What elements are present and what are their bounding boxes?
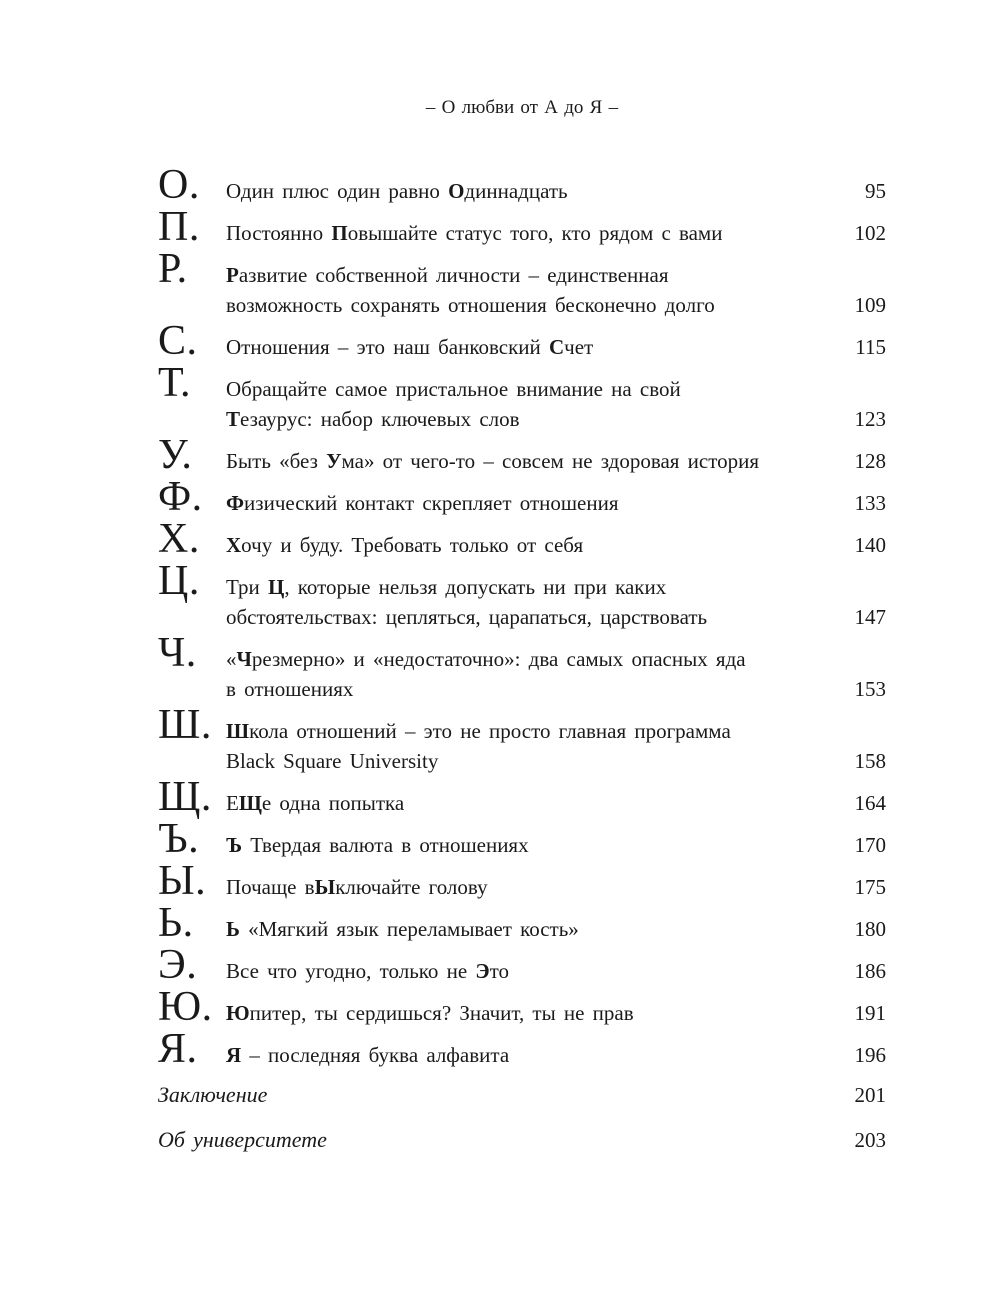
chapter-title: [226, 260, 834, 320]
chapter-letter: Щ.: [158, 774, 212, 820]
title-text: обстоятельствах: цепляться, царапаться, царствовать: [226, 605, 708, 629]
chapter-letter: Ш.: [158, 702, 212, 748]
chapter-title-line: [226, 914, 828, 944]
chapter-letter: Ы.: [158, 858, 207, 904]
toc-entry: [158, 246, 886, 320]
chapter-title-line: [226, 572, 828, 602]
title-text: то: [489, 959, 510, 983]
title-text: Обращайте самое пристальное внимание на свой: [226, 377, 681, 401]
page-number: 201: [854, 1083, 886, 1107]
title-text: Е: [226, 791, 239, 815]
chapter-title: [226, 332, 834, 362]
chapter-letter-emphasis: П: [331, 221, 348, 245]
chapter-title-line: [226, 218, 828, 248]
chapter-title-line: [226, 746, 828, 776]
chapter-letter: Я.: [158, 1026, 198, 1072]
chapter-letter: Ц.: [158, 558, 200, 604]
chapter-title-line: [226, 644, 828, 674]
chapter-letter-emphasis: Э: [475, 959, 490, 983]
chapter-title-line: [226, 332, 828, 362]
page-number: 123: [854, 407, 886, 431]
page-number: 186: [854, 959, 886, 983]
chapter-title: [226, 914, 834, 944]
chapter-title-line: [226, 290, 828, 320]
chapter-letter: С.: [158, 318, 198, 364]
toc-entry: [158, 816, 886, 862]
title-text: кола отношений – это не просто главная программа: [249, 719, 731, 743]
title-text: резмерно» и «недостаточно»: два самых опасных яда: [251, 647, 746, 671]
closing-entry-label: Об университете: [158, 1127, 327, 1152]
page-number: 196: [854, 1043, 886, 1067]
chapter-letter: Ь.: [158, 900, 194, 946]
toc-entry: [158, 558, 886, 632]
chapter-title: [226, 998, 834, 1028]
chapter-title: [226, 530, 834, 560]
chapter-title-line: [226, 176, 828, 206]
chapter-letter-emphasis: Щ: [238, 791, 262, 815]
chapter-letter: Ю.: [158, 984, 213, 1030]
title-text: Три: [226, 575, 268, 599]
title-text: Постоянно: [226, 221, 332, 245]
chapter-letter: Ч.: [158, 630, 197, 676]
page-number: 109: [854, 293, 886, 317]
chapter-title: [226, 176, 834, 206]
chapter-title-line: [226, 446, 828, 476]
chapter-letter-emphasis: Х: [226, 533, 242, 557]
title-text: в отношениях: [226, 677, 354, 701]
chapter-letter-emphasis: Т: [226, 407, 241, 431]
chapter-title-line: [226, 716, 828, 746]
page-number: 147: [854, 605, 886, 629]
title-text: Отношения – это наш банковский: [226, 335, 549, 359]
page-number: 191: [854, 1001, 886, 1025]
title-text: Black Square University: [226, 749, 439, 773]
chapter-letter-emphasis: О: [448, 179, 465, 203]
chapter-letter: Х.: [158, 516, 200, 562]
chapter-letter: Р.: [158, 246, 188, 292]
title-text: питер, ты сердишься? Значит, ты не прав: [249, 1001, 634, 1025]
title-text: возможность сохранять отношения бесконечно долго: [226, 293, 715, 317]
chapter-letter-emphasis: Р: [226, 263, 239, 287]
chapter-title-line: [226, 260, 828, 290]
chapter-letter: Ф.: [158, 474, 203, 520]
chapter-title-line: [226, 830, 828, 860]
chapter-title: [226, 1040, 834, 1070]
chapter-letter-emphasis: Ы: [314, 875, 336, 899]
title-text: , которые нельзя допускать ни при каких: [284, 575, 667, 599]
toc-entry: [158, 204, 886, 250]
chapter-title: [226, 830, 834, 860]
chapter-letter-emphasis: Ц: [267, 575, 285, 599]
page-number: 128: [854, 449, 886, 473]
toc-entry: [158, 984, 886, 1030]
page-number: 153: [854, 677, 886, 701]
toc-entry: [158, 942, 886, 988]
toc-entry: [158, 360, 886, 434]
toc-entry: [158, 702, 886, 776]
page-number: 95: [865, 179, 886, 203]
chapter-title: [226, 644, 834, 704]
chapter-letter: П.: [158, 204, 200, 250]
page-number: 164: [854, 791, 886, 815]
closing-entry-label: Заключение: [158, 1082, 268, 1107]
title-text: диннадцать: [464, 179, 568, 203]
title-text: изический контакт скрепляет отношения: [244, 491, 619, 515]
chapter-letter-emphasis: Ъ: [226, 833, 243, 857]
chapter-title-line: [226, 872, 828, 902]
chapter-title-line: [226, 956, 828, 986]
toc-closing-entry: [158, 1080, 886, 1110]
page-number: 140: [854, 533, 886, 557]
page-number: 203: [854, 1128, 886, 1152]
toc-entry: [158, 774, 886, 820]
chapter-title: [226, 374, 834, 434]
toc-entry: [158, 630, 886, 704]
running-header: – О любви от А до Я –: [425, 97, 619, 118]
chapter-letter-emphasis: Ч: [236, 647, 252, 671]
chapter-letter: Т.: [158, 360, 191, 406]
chapter-title-line: [226, 998, 828, 1028]
chapter-letter: О.: [158, 162, 200, 208]
page-number: 170: [854, 833, 886, 857]
title-text: е одна попытка: [261, 791, 405, 815]
page-number: 158: [854, 749, 886, 773]
toc-list: [158, 162, 886, 1072]
chapter-title-line: [226, 404, 828, 434]
title-text: чет: [564, 335, 594, 359]
page-number: 102: [854, 221, 886, 245]
chapter-letter-emphasis: У: [326, 449, 342, 473]
title-text: «: [226, 647, 237, 671]
chapter-title: [226, 446, 834, 476]
chapter-title: [226, 956, 834, 986]
toc-entry: [158, 1026, 886, 1072]
title-text: – последняя буква алфавита: [241, 1043, 510, 1067]
chapter-letter: У.: [158, 432, 193, 478]
chapter-letter-emphasis: Ш: [226, 719, 250, 743]
toc-entry: [158, 474, 886, 520]
title-text: Твердая валюта в отношениях: [242, 833, 529, 857]
chapter-title: [226, 488, 834, 518]
title-text: «Мягкий язык переламывает кость»: [239, 917, 579, 941]
title-text: азвитие собственной личности – единственная: [238, 263, 669, 287]
title-text: ма» от чего-то – совсем не здоровая история: [341, 449, 760, 473]
chapter-letter-emphasis: Я: [226, 1043, 242, 1067]
title-text: Быть «без: [226, 449, 327, 473]
toc-entry: [158, 432, 886, 478]
chapter-letter-emphasis: Ь: [226, 917, 240, 941]
chapter-title: [226, 788, 834, 818]
chapter-title-line: [226, 530, 828, 560]
toc-entry: [158, 858, 886, 904]
toc-entry: [158, 900, 886, 946]
chapter-title-line: [226, 488, 828, 518]
toc-entry: [158, 162, 886, 208]
title-text: езаурус: набор ключевых слов: [240, 407, 520, 431]
page-number: 180: [854, 917, 886, 941]
toc-entry: [158, 318, 886, 364]
title-text: Почаще в: [226, 875, 315, 899]
title-text: ключайте голову: [335, 875, 488, 899]
chapter-title-line: [226, 674, 828, 704]
chapter-title: [226, 872, 834, 902]
chapter-letter: Ъ.: [158, 816, 200, 862]
chapter-title-line: [226, 602, 828, 632]
toc-entry: [158, 516, 886, 562]
chapter-title-line: [226, 1040, 828, 1070]
page-number: 133: [854, 491, 886, 515]
chapter-title: [226, 716, 834, 776]
page-number: 175: [854, 875, 886, 899]
chapter-title-line: [226, 374, 828, 404]
chapter-letter-emphasis: С: [548, 335, 565, 359]
title-text: Один плюс один равно: [226, 179, 449, 203]
title-text: очу и буду. Требовать только от себя: [241, 533, 584, 557]
chapter-letter-emphasis: Ф: [226, 491, 245, 515]
page-number: 115: [855, 335, 886, 359]
title-text: Все что угодно, только не: [226, 959, 476, 983]
chapter-letter-emphasis: Ю: [226, 1001, 250, 1025]
chapter-title: [226, 218, 834, 248]
toc-closing-entry: [158, 1125, 886, 1155]
title-text: овышайте статус того, кто рядом с вами: [347, 221, 723, 245]
chapter-title: [226, 572, 834, 632]
toc-closing-list: [158, 1080, 886, 1155]
chapter-title-line: [226, 788, 828, 818]
chapter-letter: Э.: [158, 942, 198, 988]
